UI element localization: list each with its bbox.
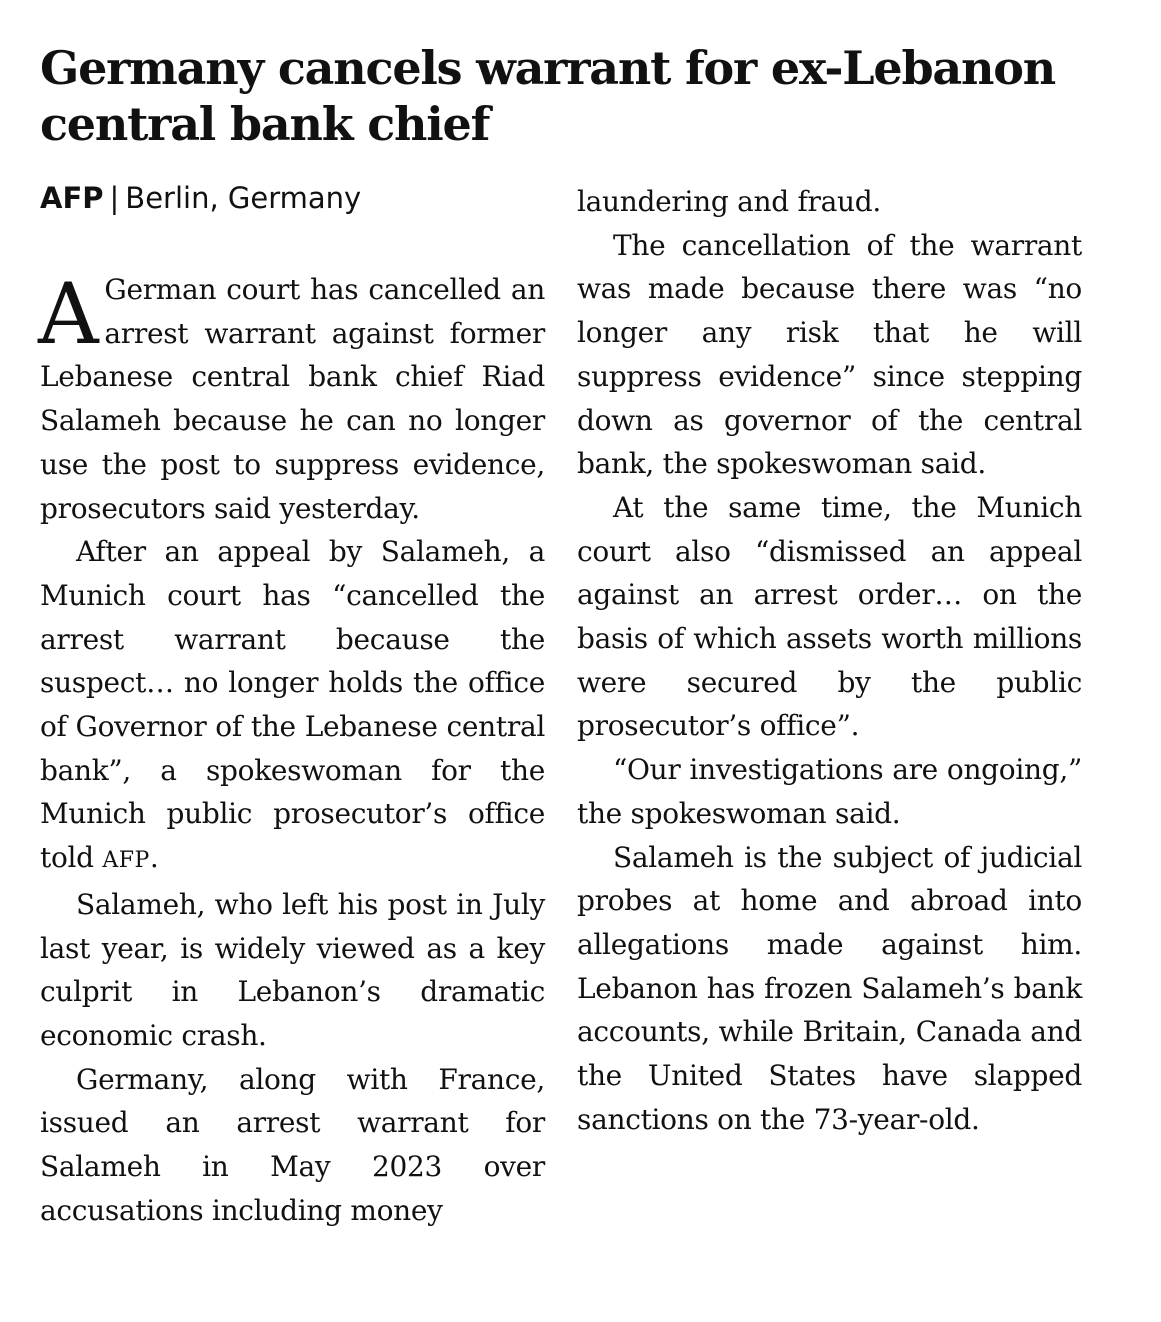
byline-agency: AFP (40, 181, 104, 215)
paragraph-1-text: German court has cancelled an arrest warrant against former Lebanese central bank chief Riad Salameh because he can no longer use the post to suppress evidence, prosecutors said yesterday. (40, 273, 545, 525)
paragraph-4: Germany, along with France, issued an arrest warrant for Salameh in May 2023 over accusations including money (40, 1062, 545, 1227)
article-column-right (577, 180, 1082, 1141)
drop-cap: A (38, 265, 99, 363)
byline-separator: | (109, 181, 120, 215)
paragraph-5: The cancellation of the warrant was made because there was “no longer any risk that he will suppress evidence” since stepping down as governor of the central bank, the spokeswoman said. (577, 228, 1082, 481)
byline (40, 178, 361, 218)
paragraph-4-continued: laundering and fraud. (577, 185, 881, 218)
paragraph-1 (38, 265, 545, 530)
paragraph-7: “Our investigations are ongoing,” the spokeswoman said. (577, 753, 1082, 830)
paragraph-3: Salameh, who left his post in July last year, is widely viewed as a key culprit in Lebanon’s dramatic economic crash. (40, 887, 545, 1052)
paragraph-2-text: After an appeal by Salameh, a Munich court has “cancelled the arrest warrant because the suspect… no longer holds the office of Governor of the Lebanese central bank”, a spokeswoman for the Munich public prosecutor’s office told (40, 535, 545, 875)
paragraph-2 (40, 530, 545, 883)
headline: Germany cancels warrant for ex-Lebanon central bank chief (40, 41, 1056, 151)
paragraph-2-agency: AFP (102, 848, 150, 874)
paragraph-6: At the same time, the Munich court also “dismissed an appeal against an arrest order… on the basis of which assets worth millions were secured by the public prosecutor’s office”. (577, 490, 1082, 743)
article-column-left (38, 265, 545, 1232)
byline-location: Berlin, Germany (125, 181, 362, 215)
paragraph-8: Salameh is the subject of judicial probes at home and abroad into allegations made against him. Lebanon has frozen Salameh’s bank accounts, while Britain, Canada and the United States have slapped sanctions on the 73-year-old. (577, 840, 1082, 1136)
paragraph-2-end: . (149, 841, 159, 875)
